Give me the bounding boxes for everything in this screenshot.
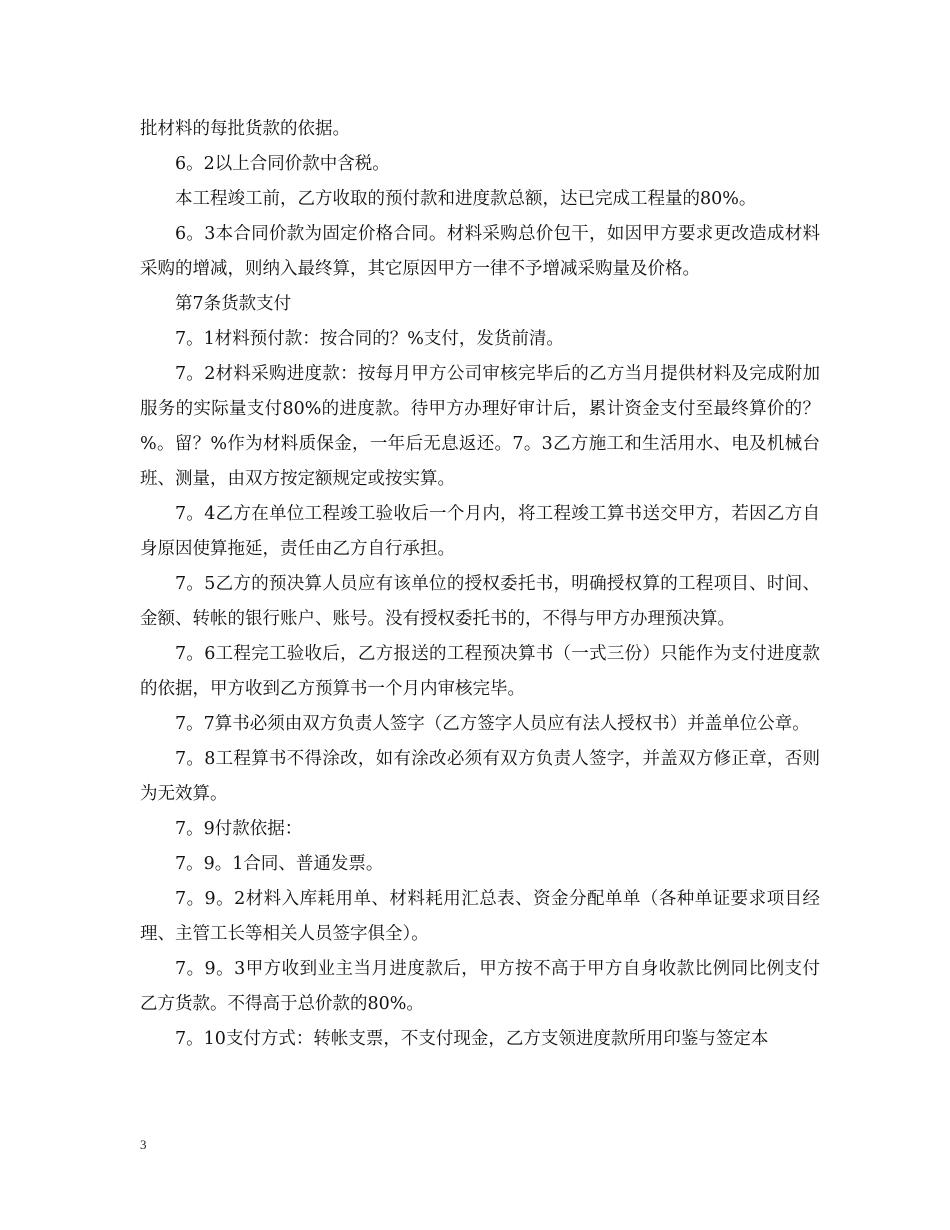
document-body (140, 112, 820, 1057)
paragraph: 7。7算书必须由双方负责人签字（乙方签字人员应有法人授权书）并盖单位公章。 (175, 714, 810, 734)
page-number: 3 (140, 1137, 147, 1152)
paragraph: 7。9。1合同、普通发票。 (175, 854, 384, 874)
paragraph: 6。2以上合同价款中含税。 (175, 154, 390, 174)
paragraph: 7。2材料采购进度款：按每月甲方公司审核完毕后的乙方当月提供材料及完成附加服务的实际量支付80%的进度款。待甲方办理好审计后，累计资金支付至最终算价的？%。留？%作为材料质保金，一年后无息返还。7。3乙方施工和生活用水、电及机械台班、测量，由双方按定额规定或按实算。 (140, 364, 820, 489)
section-heading: 第7条货款支付 (175, 294, 292, 314)
paragraph: 本工程竣工前，乙方收取的预付款和进度款总额，达已完成工程量的80%。 (175, 189, 757, 209)
paragraph: 7。9。2材料入库耗用单、材料耗用汇总表、资金分配单单（各种单证要求项目经理、主管工长等相关人员签字俱全）。 (140, 889, 820, 944)
paragraph: 7。8工程算书不得涂改，如有涂改必须有双方负责人签字，并盖双方修正章，否则为无效算。 (140, 749, 820, 804)
paragraph: 7。6工程完工验收后，乙方报送的工程预决算书（一式三份）只能作为支付进度款的依据，甲方收到乙方预算书一个月内审核完毕。 (140, 644, 820, 699)
paragraph: 7。4乙方在单位工程竣工验收后一个月内，将工程竣工算书送交甲方，若因乙方自身原因使算拖延，责任由乙方自行承担。 (140, 504, 820, 559)
paragraph: 7。1材料预付款：按合同的？%支付，发货前清。 (175, 329, 564, 349)
paragraph: 7。5乙方的预决算人员应有该单位的授权委托书，明确授权算的工程项目、时间、金额、转帐的银行账户、账号。没有授权委托书的，不得与甲方办理预决算。 (140, 574, 820, 629)
paragraph: 7。9付款依据： (175, 819, 303, 839)
paragraph: 7。10支付方式：转帐支票，不支付现金，乙方支领进度款所用印鉴与签定本 (175, 1029, 769, 1049)
paragraph: 7。9。3甲方收到业主当月进度款后，甲方按不高于甲方自身收款比例同比例支付乙方货款。不得高于总价款的80%。 (140, 959, 820, 1014)
paragraph: 批材料的每批货款的依据。 (140, 119, 350, 139)
paragraph: 6。3本合同价款为固定价格合同。材料采购总价包干，如因甲方要求更改造成材料采购的增减，则纳入最终算，其它原因甲方一律不予增减采购量及价格。 (140, 224, 820, 279)
